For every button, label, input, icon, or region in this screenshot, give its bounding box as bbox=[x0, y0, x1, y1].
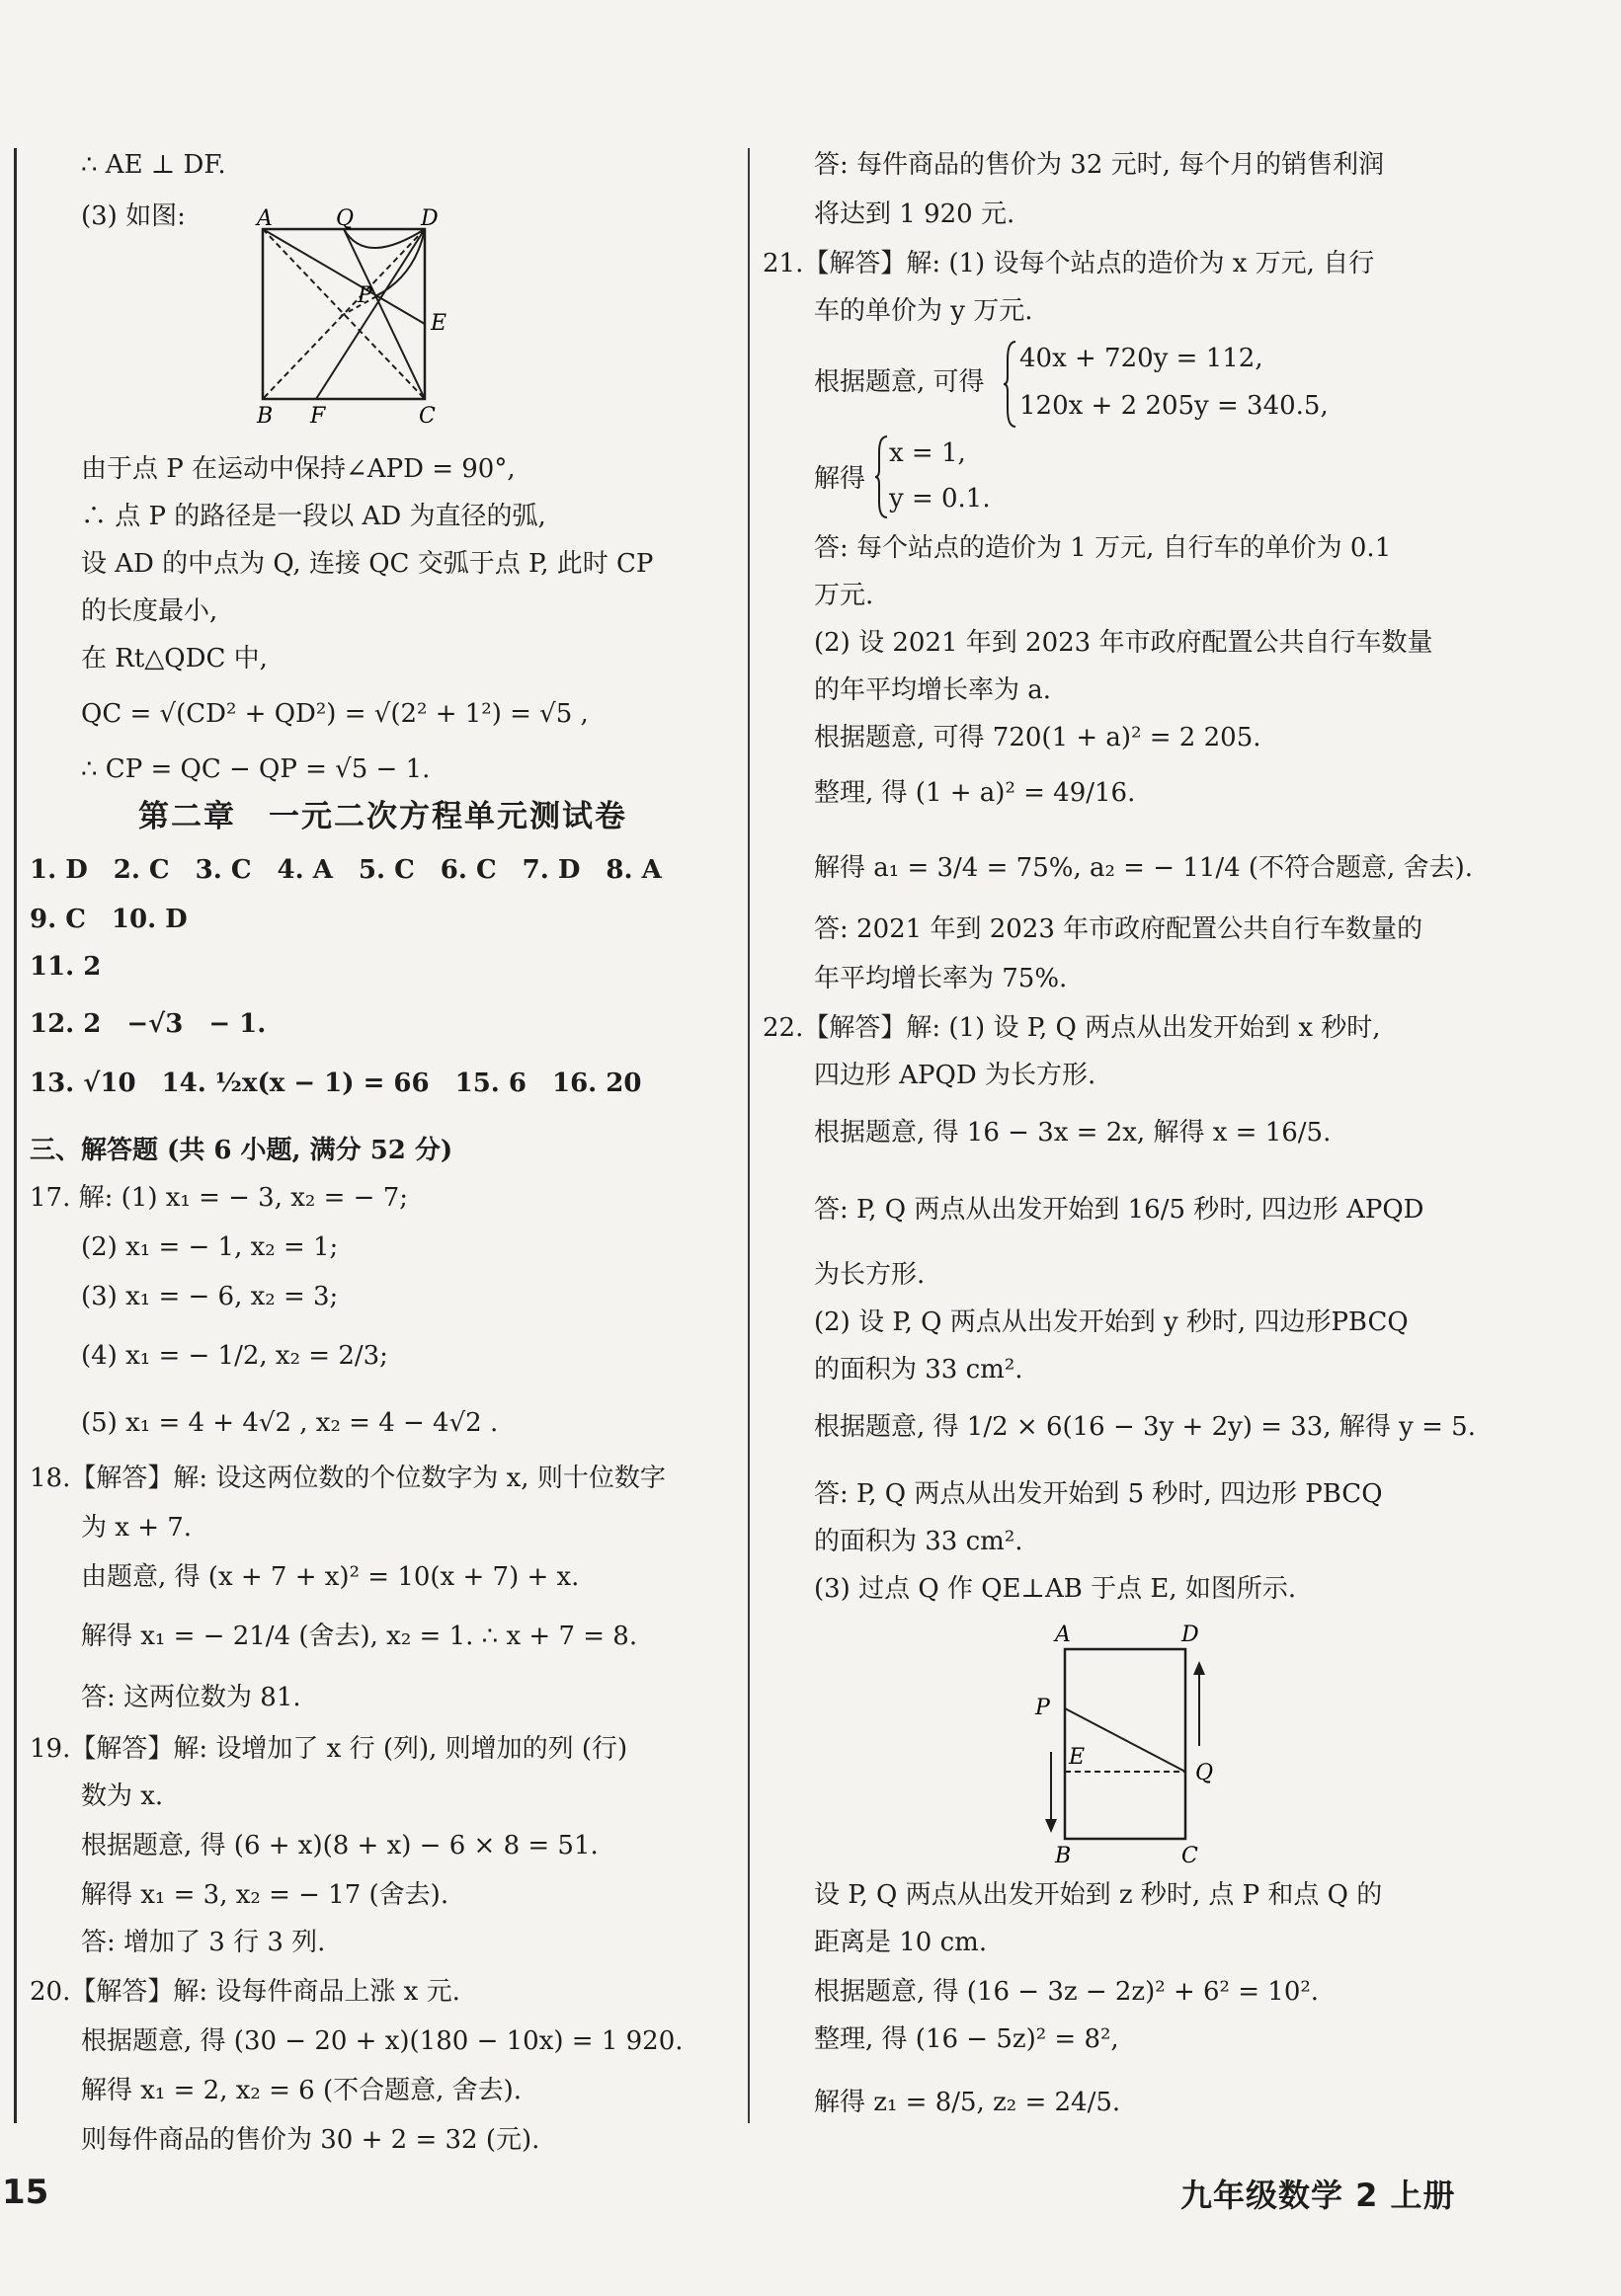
section-heading: 三、解答题 (共 6 小题, 满分 52 分) bbox=[30, 1136, 453, 1165]
text-line: ∴ AE ⊥ DF. bbox=[81, 150, 226, 180]
q21-line: 根据题意, 可得 bbox=[814, 367, 985, 397]
text-line: 在 Rt△QDC 中, bbox=[81, 644, 268, 673]
equation-system-line: 40x + 720y = 112, bbox=[1019, 344, 1263, 373]
q17-line: 17. 解: (1) x₁ = − 3, x₂ = − 7; bbox=[30, 1183, 409, 1213]
left-margin-rule bbox=[14, 148, 17, 2123]
solution-system-line: y = 0.1. bbox=[889, 484, 991, 514]
q18-line: 18.【解答】解: 设这两位数的个位数字为 x, 则十位数字 bbox=[30, 1464, 666, 1493]
page-number: 15 bbox=[2, 2173, 49, 2212]
q22-line: 根据题意, 得 16 − 3x = 2x, 解得 x = 16/5. bbox=[814, 1118, 1332, 1148]
q21-line: 整理, 得 (1 + a)² = 49/16. bbox=[814, 778, 1136, 808]
q21-line: 车的单价为 y 万元. bbox=[814, 296, 1033, 326]
text-line: 的长度最小, bbox=[81, 596, 218, 626]
label-A: A bbox=[1055, 1623, 1071, 1647]
q19-line: 19.【解答】解: 设增加了 x 行 (列), 则增加的列 (行) bbox=[30, 1734, 628, 1764]
q22-line: 答: P, Q 两点从出发开始到 5 秒时, 四边形 PBCQ bbox=[814, 1479, 1383, 1509]
q21-line: (2) 设 2021 年到 2023 年市政府配置公共自行车数量 bbox=[814, 628, 1433, 658]
q20-line: 则每件商品的售价为 30 + 2 = 32 (元). bbox=[81, 2125, 540, 2155]
label-E: E bbox=[431, 311, 447, 336]
equation-system-line: 120x + 2 205y = 340.5, bbox=[1019, 391, 1329, 421]
q22-line: (3) 过点 Q 作 QE⊥AB 于点 E, 如图所示. bbox=[814, 1574, 1297, 1604]
q19-line: 答: 增加了 3 行 3 列. bbox=[81, 1928, 326, 1957]
q20-line: 解得 x₁ = 2, x₂ = 6 (不合题意, 舍去). bbox=[81, 2076, 523, 2105]
q22-line: 根据题意, 得 (16 − 3z − 2z)² + 6² = 10². bbox=[814, 1977, 1320, 2007]
text-line: 由于点 P 在运动中保持∠APD = 90°, bbox=[81, 454, 516, 484]
q21-line: 解得 bbox=[814, 464, 866, 494]
q21-line: 答: 每个站点的造价为 1 万元, 自行车的单价为 0.1 bbox=[814, 533, 1392, 563]
q17-line: (2) x₁ = − 1, x₂ = 1; bbox=[81, 1232, 339, 1262]
q17-line: (4) x₁ = − 1/2, x₂ = 2/3; bbox=[81, 1341, 388, 1371]
label-D: D bbox=[1181, 1623, 1199, 1647]
figure-square-apd bbox=[227, 207, 464, 435]
q21-line: 答: 2021 年到 2023 年市政府配置公共自行车数量的 bbox=[814, 914, 1423, 944]
q20-line: 根据题意, 得 (30 − 20 + x)(180 − 10x) = 1 920. bbox=[81, 2026, 684, 2056]
q18-line: 由题意, 得 (x + 7 + x)² = 10(x + 7) + x. bbox=[81, 1562, 580, 1592]
fill-answer-13-16: 13. √10 14. ½x(x − 1) = 66 15. 6 16. 20 bbox=[30, 1069, 642, 1098]
text-line: (3) 如图: bbox=[81, 201, 186, 231]
q20-line: 20.【解答】解: 设每件商品上涨 x 元. bbox=[30, 1977, 460, 2007]
brace-icon bbox=[875, 435, 889, 519]
label-C: C bbox=[419, 404, 436, 429]
q22-line: 22.【解答】解: (1) 设 P, Q 两点从出发开始到 x 秒时, bbox=[763, 1013, 1381, 1043]
q21-line: 的年平均增长率为 a. bbox=[814, 675, 1052, 705]
q17-line: (3) x₁ = − 6, x₂ = 3; bbox=[81, 1282, 339, 1311]
brace-icon bbox=[1004, 340, 1017, 429]
column-divider bbox=[748, 148, 750, 2123]
q22-line: 的面积为 33 cm². bbox=[814, 1527, 1023, 1556]
label-B: B bbox=[1055, 1844, 1072, 1866]
text-line: ∴ 点 P 的路径是一段以 AD 为直径的弧, bbox=[81, 502, 546, 531]
q19-line: 解得 x₁ = 3, x₂ = − 17 (舍去). bbox=[81, 1880, 449, 1910]
q22-line: 整理, 得 (16 − 5z)² = 8², bbox=[814, 2024, 1119, 2054]
mc-answers-row1: 1. D 2. C 3. C 4. A 5. C 6. C 7. D 8. A bbox=[30, 855, 662, 885]
text-line: 将达到 1 920 元. bbox=[814, 199, 1015, 229]
equation-line: QC = √(CD² + QD²) = √(2² + 1²) = √5 , bbox=[81, 699, 589, 729]
label-B: B bbox=[257, 404, 274, 429]
mc-answers-row2: 9. C 10. D bbox=[30, 905, 188, 934]
label-P: P bbox=[1035, 1696, 1050, 1720]
q21-line: 根据题意, 可得 720(1 + a)² = 2 205. bbox=[814, 723, 1261, 752]
q22-line: 距离是 10 cm. bbox=[814, 1928, 988, 1957]
figure-rectangle-abcd bbox=[1019, 1618, 1217, 1866]
fill-answer-11: 11. 2 bbox=[30, 952, 102, 982]
label-C: C bbox=[1181, 1844, 1198, 1866]
q21-line: 解得 a₁ = 3/4 = 75%, a₂ = − 11/4 (不符合题意, 舍去). bbox=[814, 853, 1473, 883]
label-D: D bbox=[421, 207, 439, 231]
q21-line: 21.【解答】解: (1) 设每个站点的造价为 x 万元, 自行 bbox=[763, 249, 1375, 278]
chapter-heading: 第二章 一元二次方程单元测试卷 bbox=[138, 799, 627, 834]
text-line: 答: 每件商品的售价为 32 元时, 每个月的销售利润 bbox=[814, 150, 1385, 180]
fill-answer-12: 12. 2 −√3 − 1. bbox=[30, 1009, 267, 1039]
q21-line: 万元. bbox=[814, 581, 874, 610]
q22-line: 的面积为 33 cm². bbox=[814, 1355, 1023, 1385]
text-line: 设 AD 的中点为 Q, 连接 QC 交弧于点 P, 此时 CP bbox=[81, 549, 654, 579]
q18-line: 为 x + 7. bbox=[81, 1513, 193, 1543]
q22-line: (2) 设 P, Q 两点从出发开始到 y 秒时, 四边形PBCQ bbox=[814, 1307, 1409, 1337]
label-Q: Q bbox=[1195, 1761, 1214, 1785]
q18-line: 答: 这两位数为 81. bbox=[81, 1683, 301, 1712]
label-P: P bbox=[358, 283, 372, 308]
q22-line: 设 P, Q 两点从出发开始到 z 秒时, 点 P 和点 Q 的 bbox=[814, 1880, 1383, 1910]
solution-system-line: x = 1, bbox=[889, 438, 966, 468]
q22-line: 为长方形. bbox=[814, 1260, 926, 1290]
q17-line: (5) x₁ = 4 + 4√2 , x₂ = 4 − 4√2 . bbox=[81, 1408, 499, 1438]
q22-line: 解得 z₁ = 8/5, z₂ = 24/5. bbox=[814, 2088, 1121, 2117]
label-E: E bbox=[1069, 1745, 1086, 1770]
q18-line: 解得 x₁ = − 21/4 (舍去), x₂ = 1. ∴ x + 7 = 8. bbox=[81, 1622, 638, 1651]
label-Q: Q bbox=[336, 207, 355, 231]
q21-line: 年平均增长率为 75%. bbox=[814, 964, 1068, 993]
label-F: F bbox=[310, 404, 326, 429]
q19-line: 数为 x. bbox=[81, 1781, 164, 1811]
book-title: 九年级数学 2 上册 bbox=[1180, 2177, 1456, 2214]
q22-line: 四边形 APQD 为长方形. bbox=[814, 1061, 1096, 1090]
label-A: A bbox=[257, 207, 273, 231]
equation-line: ∴ CP = QC − QP = √5 − 1. bbox=[81, 754, 431, 784]
q22-line: 根据题意, 得 1/2 × 6(16 − 3y + 2y) = 33, 解得 y = 5. bbox=[814, 1412, 1476, 1442]
q22-line: 答: P, Q 两点从出发开始到 16/5 秒时, 四边形 APQD bbox=[814, 1195, 1424, 1225]
q19-line: 根据题意, 得 (6 + x)(8 + x) − 6 × 8 = 51. bbox=[81, 1831, 599, 1861]
